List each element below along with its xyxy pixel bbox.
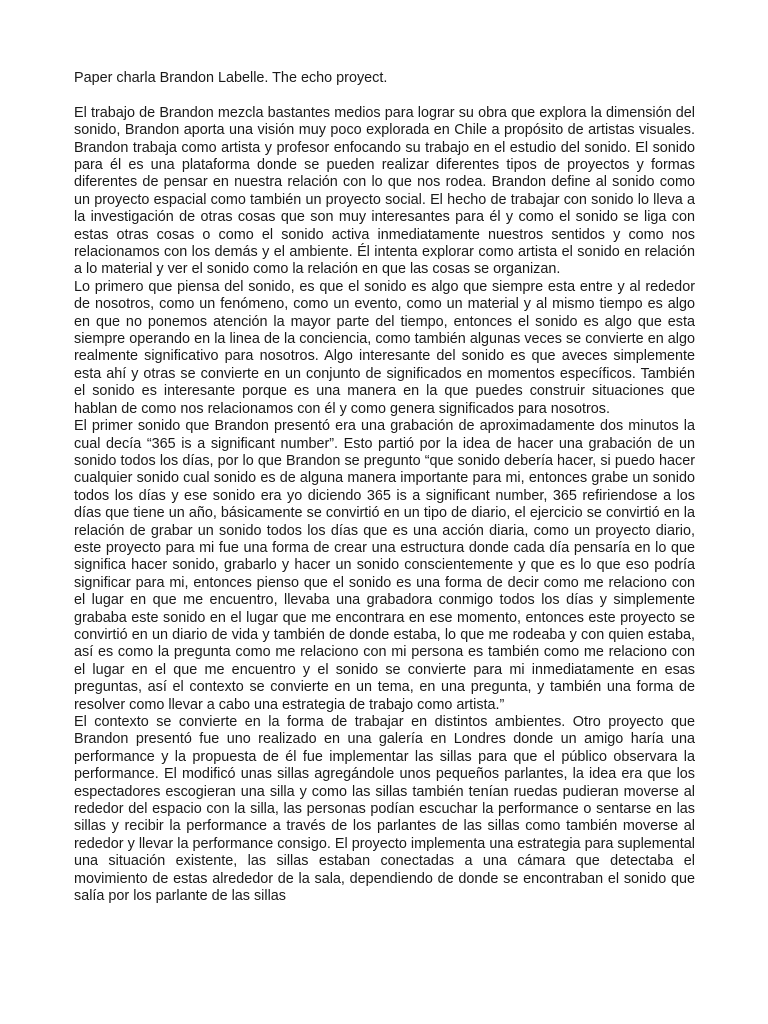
document-page — [74, 70, 695, 905]
paragraph-3: El primer sonido que Brandon presentó era una grabación de aproximadamente dos minutos la cual decía “365 is a significant number”. Esto partió por la idea de hacer una grabación de un sonido todos los días, por lo que Brandon se pregunto “que sonido debería hacer, si puedo hacer cualquier sonido cual sonido es de alguna manera importante para mi, entonces grabe un sonido todos los días y ese sonido era yo diciendo 365 is a significant number, 365 refiriendose a los días que tiene un año, básicamente se convirtió en un tipo de diario, el ejercicio se convirtió en la relación de grabar un sonido todos los días que es una acción diaria, como un proyecto diario, este proyecto para mi fue una forma de crear una estructura donde cada día pensaría en lo que significa hacer sonido, grabarlo y hacer un sonido conscientemente y que es lo que eso podría significar para mi, entonces pienso que el sonido es una forma de decir como me relaciono con el lugar en que me encuentro, llevaba una grabadora conmigo todos los días y simplemente grababa este sonido en el lugar que me encontrara en ese momento, entonces este proyecto se convirtió en un diario de vida y también de donde estaba, lo que me rodeaba y con quien estaba, así es como la pregunta como me relaciono con mi persona es también como me relaciono con el lugar en el que me encuentro y el sonido se convierte para mi inmediatamente en esas preguntas, así el contexto se convierte en un tema, en una pregunta, y también una forma de resolver como llevar a cabo una estrategia de trabajo como artista.” — [74, 418, 695, 713]
paragraph-1: El trabajo de Brandon mezcla bastantes medios para lograr su obra que explora la dimensión del sonido, Brandon aporta una visión muy poco explorada en Chile a propósito de artistas visuales. Brandon trabaja como artista y profesor enfocando su trabajo en el estudio del sonido. El sonido para él es una plataforma donde se pueden realizar diferentes tipos de proyectos y formas diferentes de pensar en nuestra relación con lo que nos rodea. Brandon define al sonido como un proyecto espacial como también un proyecto social. El hecho de trabajar con sonido lo lleva a la investigación de otras cosas que son muy interesantes para él y como el sonido se liga con estas otras cosas o como el sonido activa inmediatamente nuestros sentidos y como nos relacionamos con los demás y el ambiente. Él intenta explorar como artista el sonido en relación a lo material y ver el sonido como la relación en que las cosas se organizan. — [74, 104, 695, 278]
document-title: Paper charla Brandon Labelle. The echo proyect. — [74, 70, 388, 86]
paragraph-2: Lo primero que piensa del sonido, es que el sonido es algo que siempre esta entre y al rededor de nosotros, como un fenómeno, como un evento, como un material y al mismo tiempo es algo en que no ponemos atención la mayor parte del tiempo, entonces el sonido es algo que esta siempre operando en la linea de la conciencia, como también algunas veces se convierte en algo realmente significativo para nosotros. Algo interesante del sonido es que aveces simplemente esta ahí y otras se convierte en un conjunto de significados en momentos específicos. También el sonido es interesante porque es una manera en la que puedes construir situaciones que hablan de como nos relacionamos con él y como genera significados para nosotros. — [74, 278, 695, 417]
paragraph-4: El contexto se convierte en la forma de trabajar en distintos ambientes. Otro proyecto que Brandon presentó fue uno realizado en una galería en Londres donde un amigo haría una performance y la propuesta de él fue implementar las sillas para que el público observara la performance. El modificó unas sillas agregándole unos pequeños parlantes, la idea era que los espectadores escogieran una silla y como las sillas también tenían ruedas pudieran moverse al rededor del espacio con la silla, las personas podían escuchar la performance o sentarse en las sillas y recibir la performance a través de los parlantes de las sillas como también moverse al rededor y llevar la performance consigo. El proyecto implementa una estrategia para suplemental una situación existente, las sillas estaban conectadas a una cámara que detectaba el movimiento de estas alrededor de la sala, dependiendo de donde se encontraban el sonido que salía por los parlante de las sillas — [74, 714, 695, 905]
